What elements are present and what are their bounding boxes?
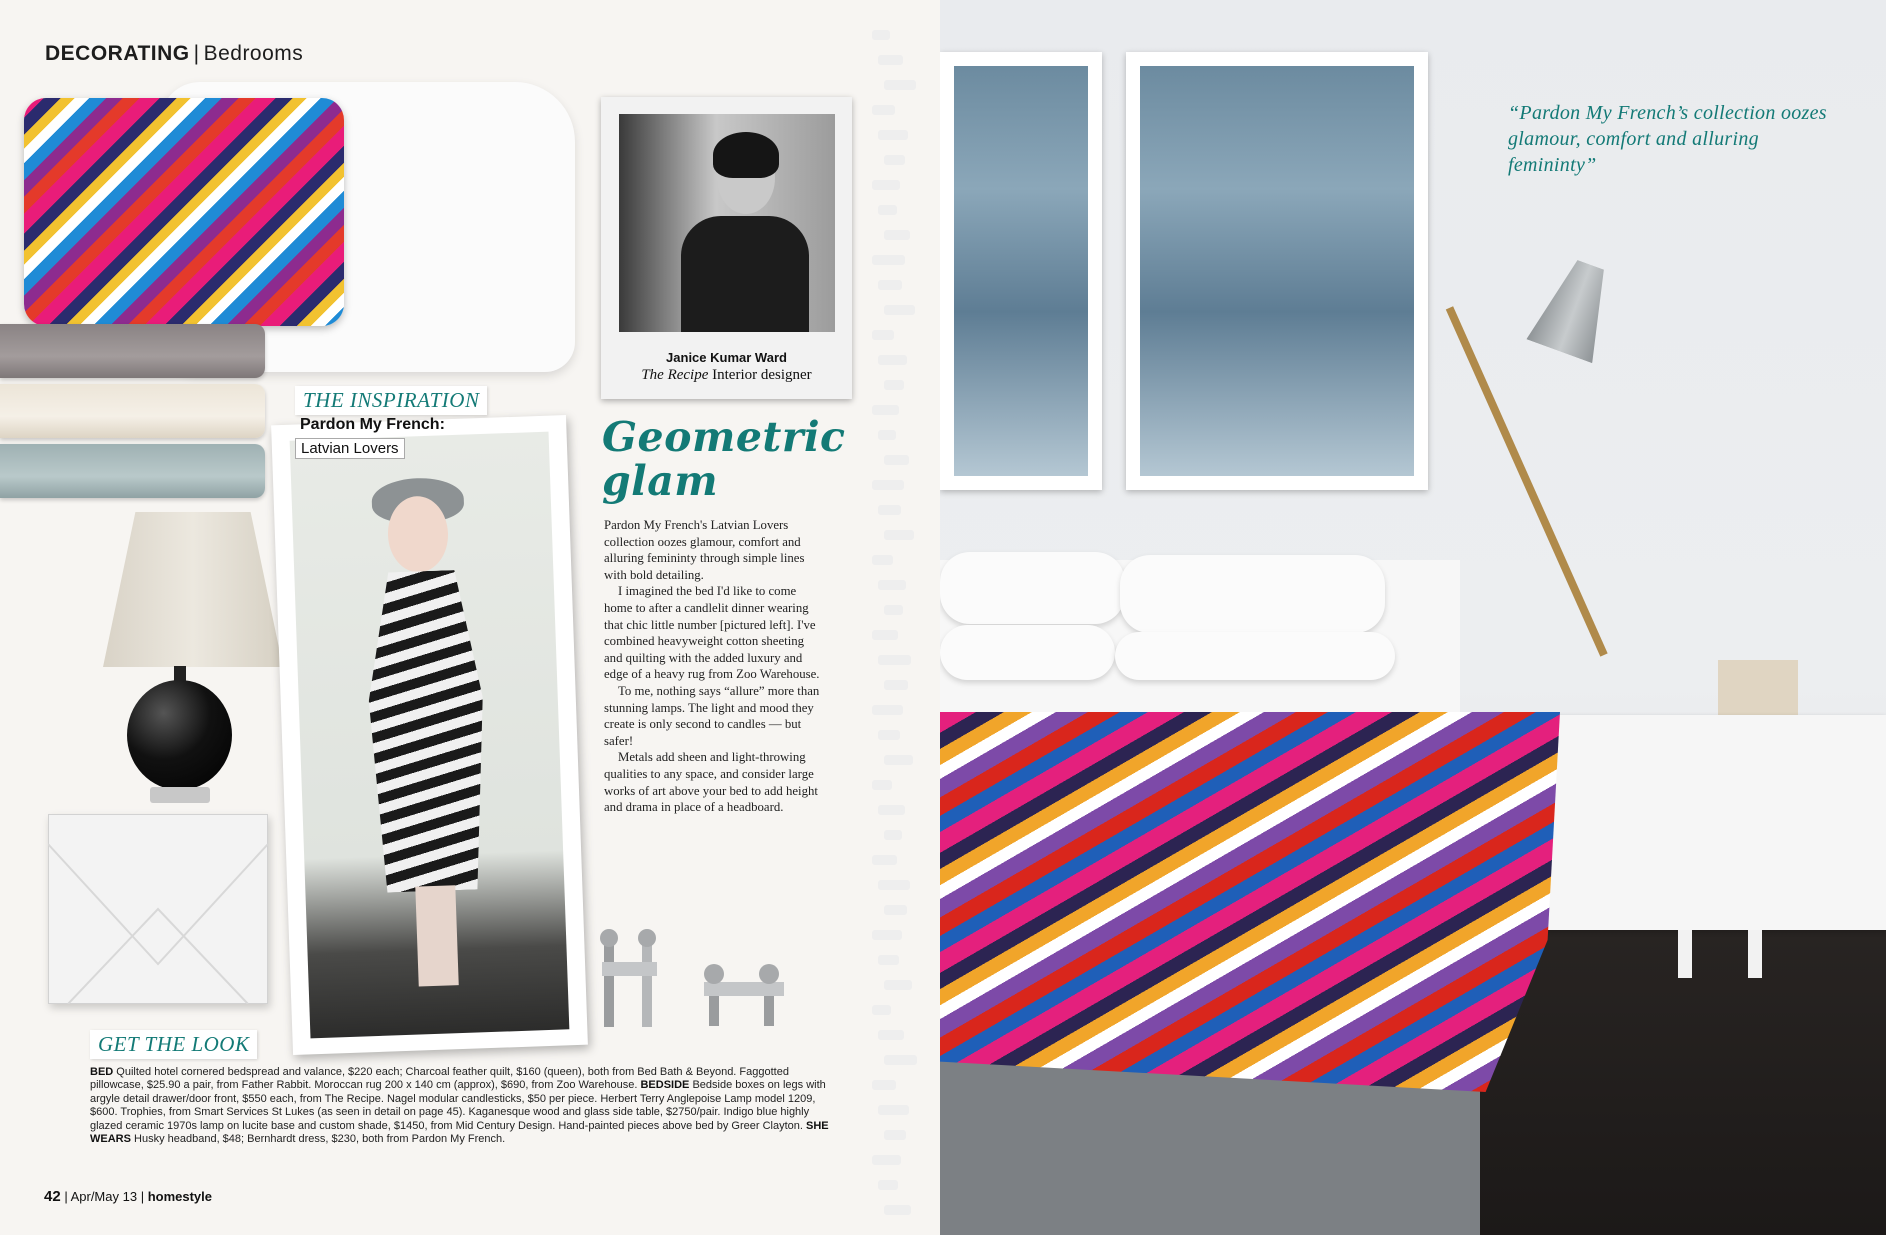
- subsection-label: Bedrooms: [203, 42, 304, 65]
- torn-edge-strip: [872, 1155, 901, 1165]
- torn-edge-strip: [884, 305, 915, 315]
- torn-edge-strip: [872, 180, 900, 190]
- torn-edge-strip: [878, 430, 896, 440]
- torn-edge-strip: [872, 255, 905, 265]
- torn-edge-strip: [872, 555, 893, 565]
- torn-edge-strip: [884, 530, 914, 540]
- designer-photo: [619, 114, 835, 332]
- torn-edge-strip: [878, 730, 900, 740]
- designer-name: Janice Kumar Ward: [666, 350, 787, 365]
- pillow-image: [1115, 632, 1395, 680]
- article-paragraph: Metals add sheen and light-throwing qualities to any space, and consider large works of art above your bed to add height and drama in place of a headboard.: [604, 750, 818, 815]
- torn-edge-strip: [878, 1105, 909, 1115]
- torn-edge-strip: [872, 630, 898, 640]
- torn-edge-strip: [884, 905, 907, 915]
- pillow-image: [940, 625, 1115, 680]
- section-header: [45, 42, 303, 66]
- torn-edge-strip: [884, 380, 904, 390]
- torn-edge-strip: [878, 355, 907, 365]
- torn-edge-strip: [872, 930, 902, 940]
- cream-quilt-image: [0, 384, 265, 438]
- right-page-bedroom-photo: [940, 0, 1886, 1235]
- folio-divider: |: [64, 1189, 71, 1204]
- torn-edge-strip: [872, 705, 903, 715]
- blue-quilt-image: [0, 444, 265, 498]
- credit-bed-text: Quilted hotel cornered bedspread and valance, $220 each; Charcoal feather quilt, $160 (queen), both from Bed Bath & Beyond. Faggotted pillowcase, $25.90 a pair, from Father Rabbit. Moroccan rug 200 x 140 cm (approx), $690, from Zoo Warehouse.: [90, 1066, 789, 1092]
- torn-edge-strip: [884, 1130, 906, 1140]
- torn-edge-strip: [884, 755, 913, 765]
- torn-edge-strip: [872, 1005, 891, 1015]
- torn-edge-strip: [878, 880, 910, 890]
- model-legs-image: [415, 885, 458, 986]
- charcoal-quilt-image: [0, 324, 265, 378]
- torn-edge-strip: [884, 1205, 911, 1215]
- torn-edge-strip: [878, 505, 901, 515]
- article-paragraph: To me, nothing says “allure” more than stunning lamps. The light and mood they create is only second to candles — but safer!: [604, 683, 820, 748]
- torn-edge-strip: [878, 1180, 898, 1190]
- bedside-box-image: [48, 814, 268, 1004]
- black-lamp-base-image: [127, 680, 232, 790]
- model-photo: [290, 432, 570, 1039]
- torn-edge-strip: [878, 55, 903, 65]
- torn-edge-strip: [884, 1055, 917, 1065]
- section-label: DECORATING: [45, 42, 190, 65]
- designer-role: [601, 367, 852, 384]
- article-title-line-1: Geometric: [602, 413, 846, 461]
- torn-edge-strip: [884, 830, 902, 840]
- torn-edge-strip: [872, 480, 904, 490]
- designer-polaroid: [601, 97, 852, 399]
- torn-edge-strip: [884, 80, 916, 90]
- pull-quote: “Pardon My French’s collection oozes glamour, comfort and alluring femininty”: [1508, 102, 1827, 176]
- credit-bedside-label: BEDSIDE: [640, 1079, 690, 1092]
- artwork-right: [1126, 52, 1428, 490]
- article-title-line-2: glam: [602, 457, 719, 505]
- torn-edge-strip: [872, 1080, 896, 1090]
- article-title: [602, 415, 846, 503]
- torn-edge-strip: [884, 455, 909, 465]
- inspiration-label: THE INSPIRATION: [295, 386, 487, 415]
- torn-paper-edge: [872, 20, 934, 1220]
- torn-edge-strip: [878, 655, 911, 665]
- nagel-candlesticks-image: [594, 922, 804, 1034]
- sideboard-leg: [1678, 930, 1692, 978]
- credit-bed-label: BED: [90, 1066, 114, 1078]
- sideboard-leg: [1748, 930, 1762, 978]
- article-body: [604, 517, 824, 816]
- torn-edge-strip: [872, 780, 892, 790]
- torn-edge-strip: [872, 330, 894, 340]
- lamp-shade-image: [103, 512, 283, 667]
- lucite-base-image: [150, 787, 210, 803]
- page-number: 42: [44, 1188, 61, 1205]
- anglepoise-lamp-head: [1526, 253, 1623, 363]
- anglepoise-lamp-base: [1718, 660, 1798, 715]
- issue-date: Apr/May 13: [70, 1189, 138, 1204]
- designer-company: The Recipe: [641, 367, 709, 383]
- article-paragraph: I imagined the bed I'd like to come home to after a candlelit dinner wearing that chic little number [pictured left]. I've combined heavyweight cotton sheeting and quilting with the added luxury and edge of a heavy rug from Zoo Warehouse.: [604, 584, 820, 682]
- artwork-right-canvas: [1140, 66, 1414, 476]
- pillow-image: [940, 552, 1125, 624]
- torn-edge-strip: [878, 955, 899, 965]
- torn-edge-strip: [878, 130, 908, 140]
- torn-edge-strip: [878, 580, 906, 590]
- designer-hair-image: [713, 132, 779, 178]
- chevron-dress-image: [346, 569, 507, 894]
- artwork-left: [940, 52, 1102, 490]
- page-folio: [44, 1188, 212, 1205]
- torn-edge-strip: [884, 680, 908, 690]
- torn-edge-strip: [878, 1030, 904, 1040]
- torn-edge-strip: [878, 205, 897, 215]
- designer-title: Interior designer: [712, 367, 812, 383]
- pillow-image: [1120, 555, 1385, 633]
- torn-edge-strip: [884, 605, 903, 615]
- header-divider: |: [193, 42, 200, 65]
- artwork-left-canvas: [954, 66, 1088, 476]
- moroccan-rug-throw: [940, 712, 1560, 1092]
- folio-divider: |: [140, 1189, 148, 1204]
- inspiration-photo: [271, 415, 588, 1055]
- chevron-cushion-image: [24, 98, 344, 326]
- inspiration-brand: Pardon My French:: [300, 416, 445, 433]
- inspiration-collection: Latvian Lovers: [295, 438, 405, 459]
- designer-body-image: [681, 216, 809, 332]
- shopping-credits: [90, 1066, 830, 1146]
- magazine-brand: homestyle: [147, 1189, 213, 1204]
- get-the-look-label: GET THE LOOK: [90, 1030, 257, 1059]
- torn-edge-strip: [872, 30, 890, 40]
- torn-edge-strip: [878, 280, 902, 290]
- torn-edge-strip: [872, 855, 897, 865]
- argyle-pattern: [48, 814, 268, 1004]
- left-page: [0, 0, 940, 1235]
- torn-edge-strip: [878, 805, 905, 815]
- torn-edge-strip: [884, 980, 912, 990]
- credit-shewears-text: Husky headband, $48; Bernhardt dress, $230, both from Pardon My French.: [130, 1133, 506, 1146]
- torn-edge-strip: [884, 155, 905, 165]
- torn-edge-strip: [872, 405, 899, 415]
- article-paragraph: Pardon My French's Latvian Lovers collection oozes glamour, comfort and alluring femininty through simple lines with bold detailing.: [604, 518, 805, 582]
- bedside-sideboard: [1508, 715, 1886, 930]
- torn-edge-strip: [884, 230, 910, 240]
- torn-edge-strip: [872, 105, 895, 115]
- credit-bedside-text: Bedside boxes on legs with argyle detail drawer/door front, $550 each, from The Recipe. Nagel modular candlesticks, $50 per piece. Herbert Terry Anglepoise Lamp model 1209, $600. Trophies, from Smart Services St Lukes (as seen in detail on page 45). Kaganesque wood and glass side table, $2750/pair. Indigo blue highly glazed ceramic 1970s lamp on lucite base and custom shade, $1450, from Mid Century Design. Hand-painted pieces above bed by Greer Clayton.: [90, 1079, 826, 1132]
- credit-shewears-label: SHE WEARS: [90, 1119, 829, 1146]
